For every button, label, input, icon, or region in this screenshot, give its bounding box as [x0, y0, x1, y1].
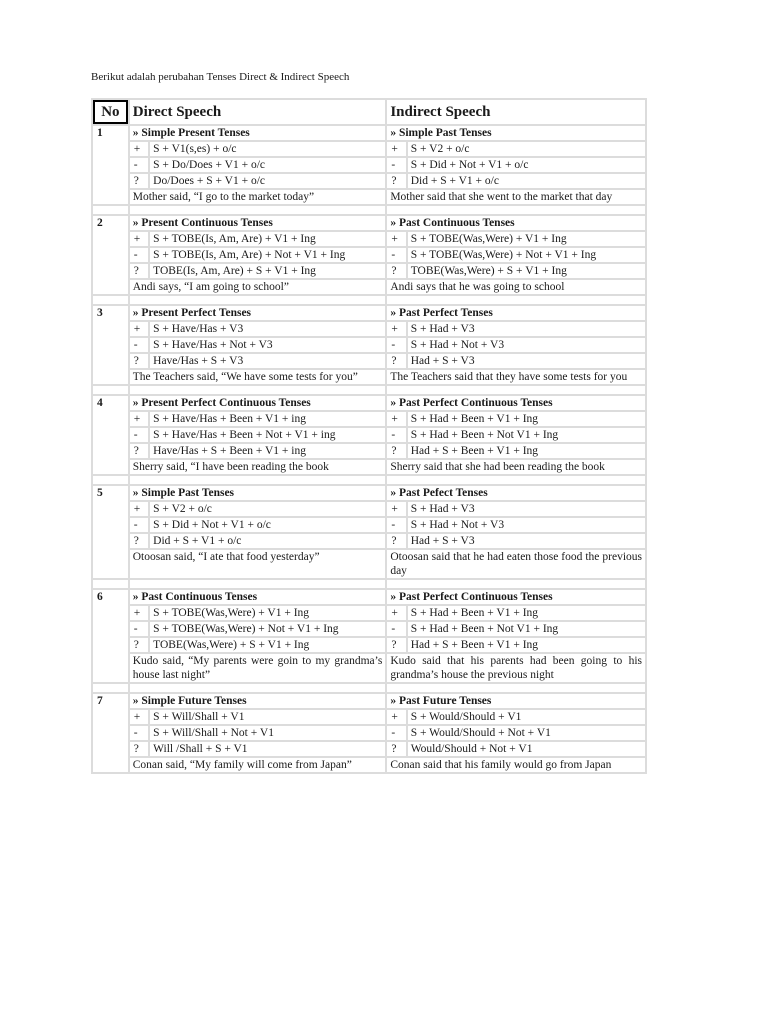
intro-text: Berikut adalah perubahan Tenses Direct & Indirect Speech: [91, 71, 350, 83]
direct-formula-symbol: ?: [130, 638, 148, 652]
formula-row: [93, 248, 645, 262]
example-row: [93, 654, 645, 682]
indirect-formula: S + TOBE(Was,Were) + Not + V1 + Ing: [408, 248, 645, 262]
indirect-formula-symbol: -: [387, 158, 405, 172]
formula-row: [93, 232, 645, 246]
direct-tense-name: » Present Perfect Continuous Tenses: [130, 396, 386, 410]
direct-formula: TOBE(Is, Am, Are) + S + V1 + Ing: [150, 264, 385, 278]
direct-formula-symbol: ?: [130, 444, 148, 458]
tense-name-row: [93, 694, 645, 708]
direct-formula: S + TOBE(Was,Were) + V1 + Ing: [150, 606, 385, 620]
row-number: 4: [93, 396, 128, 474]
indirect-formula-symbol: +: [387, 710, 405, 724]
indirect-formula: S + Did + Not + V1 + o/c: [408, 158, 645, 172]
tenses-table-body: [93, 100, 645, 772]
indirect-formula-symbol: -: [387, 518, 405, 532]
direct-formula: S + Have/Has + V3: [150, 322, 385, 336]
direct-formula: TOBE(Was,Were) + S + V1 + Ing: [150, 638, 385, 652]
row-number: 6: [93, 590, 128, 682]
tenses-table: [91, 98, 647, 774]
spacer-cell: [93, 386, 128, 394]
formula-row: [93, 264, 645, 278]
header-indirect-speech: Indirect Speech: [387, 100, 645, 124]
direct-formula-symbol: -: [130, 338, 148, 352]
spacer-cell: [130, 386, 386, 394]
direct-formula: Will /Shall + S + V1: [150, 742, 385, 756]
header-no: No: [93, 100, 128, 124]
row-number: 1: [93, 126, 128, 204]
formula-row: [93, 606, 645, 620]
formula-row: [93, 742, 645, 756]
example-row: [93, 370, 645, 384]
direct-tense-name: » Past Continuous Tenses: [130, 590, 386, 604]
indirect-formula: Did + S + V1 + o/c: [408, 174, 645, 188]
spacer-cell: [387, 206, 645, 214]
direct-formula: Do/Does + S + V1 + o/c: [150, 174, 385, 188]
direct-formula-symbol: +: [130, 142, 148, 156]
direct-formula: Did + S + V1 + o/c: [150, 534, 385, 548]
spacer-cell: [130, 296, 386, 304]
direct-formula-symbol: ?: [130, 534, 148, 548]
indirect-formula-symbol: ?: [387, 264, 405, 278]
indirect-formula-symbol: +: [387, 412, 405, 426]
spacer-cell: [93, 206, 128, 214]
direct-formula: S + V2 + o/c: [150, 502, 385, 516]
direct-formula-symbol: -: [130, 158, 148, 172]
formula-row: [93, 534, 645, 548]
spacer-cell: [387, 296, 645, 304]
spacer-cell: [93, 296, 128, 304]
formula-row: [93, 174, 645, 188]
indirect-example: Kudo said that his parents had been going to his grandma’s house the previous night: [387, 654, 645, 682]
direct-formula-symbol: -: [130, 248, 148, 262]
indirect-tense-name: » Past Perfect Continuous Tenses: [387, 590, 645, 604]
indirect-tense-name: » Past Perfect Tenses: [387, 306, 645, 320]
example-row: [93, 280, 645, 294]
direct-formula: S + Have/Has + Been + V1 + ing: [150, 412, 385, 426]
direct-formula: S + Do/Does + V1 + o/c: [150, 158, 385, 172]
spacer-row: [93, 684, 645, 692]
indirect-formula-symbol: +: [387, 322, 405, 336]
row-number: 2: [93, 216, 128, 294]
direct-formula: Have/Has + S + V3: [150, 354, 385, 368]
direct-example: Andi says, “I am going to school”: [130, 280, 386, 294]
direct-example: Mother said, “I go to the market today”: [130, 190, 386, 204]
direct-example: Sherry said, “I have been reading the book: [130, 460, 386, 474]
indirect-example: Mother said that she went to the market that day: [387, 190, 645, 204]
direct-formula: Have/Has + S + Been + V1 + ing: [150, 444, 385, 458]
indirect-formula: Had + S + Been + V1 + Ing: [408, 638, 645, 652]
indirect-example: Andi says that he was going to school: [387, 280, 645, 294]
tense-name-row: [93, 486, 645, 500]
indirect-formula-symbol: +: [387, 606, 405, 620]
indirect-tense-name: » Past Future Tenses: [387, 694, 645, 708]
indirect-formula-symbol: +: [387, 232, 405, 246]
indirect-formula: S + Would/Should + Not + V1: [408, 726, 645, 740]
example-row: [93, 190, 645, 204]
indirect-tense-name: » Past Perfect Continuous Tenses: [387, 396, 645, 410]
table-header-row: [93, 100, 645, 124]
direct-formula: S + V1(s,es) + o/c: [150, 142, 385, 156]
indirect-formula-symbol: -: [387, 338, 405, 352]
indirect-formula: S + TOBE(Was,Were) + V1 + Ing: [408, 232, 645, 246]
spacer-row: [93, 580, 645, 588]
direct-formula-symbol: -: [130, 518, 148, 532]
direct-formula: S + Will/Shall + V1: [150, 710, 385, 724]
formula-row: [93, 622, 645, 636]
spacer-cell: [387, 386, 645, 394]
example-row: [93, 758, 645, 772]
indirect-formula-symbol: ?: [387, 174, 405, 188]
formula-row: [93, 354, 645, 368]
indirect-formula: Had + S + V3: [408, 354, 645, 368]
indirect-formula: Would/Should + Not + V1: [408, 742, 645, 756]
indirect-formula-symbol: ?: [387, 742, 405, 756]
direct-example: Otoosan said, “I ate that food yesterday”: [130, 550, 386, 578]
formula-row: [93, 412, 645, 426]
indirect-formula: S + Had + Not + V3: [408, 338, 645, 352]
direct-formula-symbol: -: [130, 428, 148, 442]
spacer-cell: [130, 684, 386, 692]
formula-row: [93, 502, 645, 516]
direct-tense-name: » Present Perfect Tenses: [130, 306, 386, 320]
formula-row: [93, 638, 645, 652]
indirect-formula: S + Had + V3: [408, 322, 645, 336]
indirect-formula-symbol: ?: [387, 638, 405, 652]
direct-example: Kudo said, “My parents were goin to my grandma’s house last night”: [130, 654, 386, 682]
indirect-formula: TOBE(Was,Were) + S + V1 + Ing: [408, 264, 645, 278]
direct-formula: S + Will/Shall + Not + V1: [150, 726, 385, 740]
formula-row: [93, 444, 645, 458]
row-number: 3: [93, 306, 128, 384]
indirect-formula: S + Had + Been + V1 + Ing: [408, 412, 645, 426]
direct-formula-symbol: ?: [130, 742, 148, 756]
indirect-formula: S + Had + Not + V3: [408, 518, 645, 532]
direct-tense-name: » Simple Future Tenses: [130, 694, 386, 708]
row-number: 5: [93, 486, 128, 578]
direct-formula-symbol: +: [130, 232, 148, 246]
direct-formula: S + Have/Has + Not + V3: [150, 338, 385, 352]
indirect-formula-symbol: ?: [387, 534, 405, 548]
tense-name-row: [93, 126, 645, 140]
indirect-formula-symbol: -: [387, 726, 405, 740]
indirect-formula-symbol: -: [387, 248, 405, 262]
direct-tense-name: » Simple Present Tenses: [130, 126, 386, 140]
indirect-formula-symbol: -: [387, 622, 405, 636]
direct-formula-symbol: +: [130, 710, 148, 724]
indirect-formula: S + Had + Been + Not V1 + Ing: [408, 428, 645, 442]
indirect-example: Sherry said that she had been reading the book: [387, 460, 645, 474]
example-row: [93, 550, 645, 578]
tense-name-row: [93, 216, 645, 230]
indirect-formula: S + Would/Should + V1: [408, 710, 645, 724]
formula-row: [93, 428, 645, 442]
direct-formula: S + TOBE(Was,Were) + Not + V1 + Ing: [150, 622, 385, 636]
indirect-formula-symbol: ?: [387, 444, 405, 458]
formula-row: [93, 338, 645, 352]
indirect-example: Otoosan said that he had eaten those food the previous day: [387, 550, 645, 578]
indirect-tense-name: » Past Pefect Tenses: [387, 486, 645, 500]
indirect-example: Conan said that his family would go from Japan: [387, 758, 645, 772]
example-row: [93, 460, 645, 474]
direct-formula-symbol: ?: [130, 174, 148, 188]
spacer-cell: [387, 684, 645, 692]
indirect-example: The Teachers said that they have some tests for you: [387, 370, 645, 384]
tense-name-row: [93, 396, 645, 410]
spacer-cell: [130, 206, 386, 214]
direct-formula-symbol: +: [130, 322, 148, 336]
formula-row: [93, 726, 645, 740]
formula-row: [93, 518, 645, 532]
indirect-formula-symbol: ?: [387, 354, 405, 368]
indirect-formula: Had + S + Been + V1 + Ing: [408, 444, 645, 458]
formula-row: [93, 322, 645, 336]
spacer-row: [93, 296, 645, 304]
spacer-cell: [130, 580, 386, 588]
indirect-formula-symbol: -: [387, 428, 405, 442]
indirect-formula: S + V2 + o/c: [408, 142, 645, 156]
indirect-tense-name: » Simple Past Tenses: [387, 126, 645, 140]
direct-tense-name: » Present Continuous Tenses: [130, 216, 386, 230]
formula-row: [93, 710, 645, 724]
spacer-cell: [93, 476, 128, 484]
tense-name-row: [93, 306, 645, 320]
spacer-row: [93, 206, 645, 214]
direct-formula-symbol: -: [130, 726, 148, 740]
indirect-formula-symbol: +: [387, 142, 405, 156]
direct-example: The Teachers said, “We have some tests for you”: [130, 370, 386, 384]
direct-example: Conan said, “My family will come from Japan”: [130, 758, 386, 772]
indirect-tense-name: » Past Continuous Tenses: [387, 216, 645, 230]
spacer-row: [93, 386, 645, 394]
direct-formula: S + Did + Not + V1 + o/c: [150, 518, 385, 532]
spacer-cell: [93, 684, 128, 692]
spacer-cell: [93, 580, 128, 588]
indirect-formula: S + Had + Been + Not V1 + Ing: [408, 622, 645, 636]
direct-formula: S + TOBE(Is, Am, Are) + V1 + Ing: [150, 232, 385, 246]
tense-name-row: [93, 590, 645, 604]
spacer-cell: [130, 476, 386, 484]
formula-row: [93, 158, 645, 172]
direct-formula-symbol: +: [130, 412, 148, 426]
direct-formula-symbol: -: [130, 622, 148, 636]
header-direct-speech: Direct Speech: [130, 100, 386, 124]
spacer-cell: [387, 476, 645, 484]
spacer-row: [93, 476, 645, 484]
row-number: 7: [93, 694, 128, 772]
spacer-cell: [387, 580, 645, 588]
direct-formula-symbol: +: [130, 502, 148, 516]
direct-formula-symbol: +: [130, 606, 148, 620]
indirect-formula: Had + S + V3: [408, 534, 645, 548]
direct-formula-symbol: ?: [130, 264, 148, 278]
direct-tense-name: » Simple Past Tenses: [130, 486, 386, 500]
formula-row: [93, 142, 645, 156]
indirect-formula-symbol: +: [387, 502, 405, 516]
direct-formula: S + TOBE(Is, Am, Are) + Not + V1 + Ing: [150, 248, 385, 262]
direct-formula-symbol: ?: [130, 354, 148, 368]
direct-formula: S + Have/Has + Been + Not + V1 + ing: [150, 428, 385, 442]
indirect-formula: S + Had + V3: [408, 502, 645, 516]
indirect-formula: S + Had + Been + V1 + Ing: [408, 606, 645, 620]
